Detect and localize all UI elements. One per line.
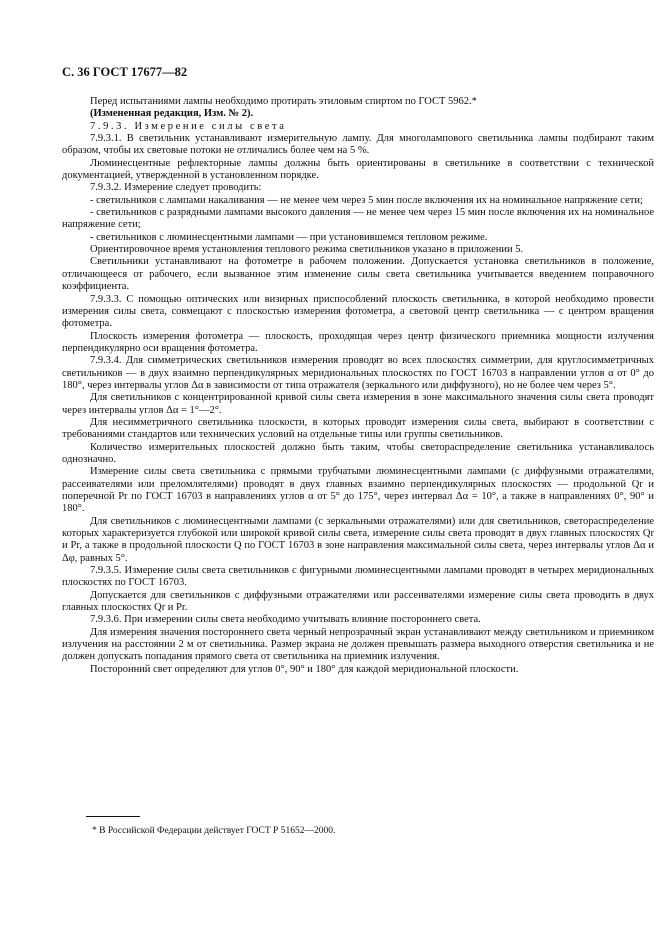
footnote-divider bbox=[86, 816, 140, 817]
footnote: * В Российской Федерации действует ГОСТ Р 51652—2000. bbox=[92, 826, 336, 836]
paragraph: Плоскость измерения фотометра — плоскость, проходящая через центр физического приемника мощности излучения перпендикулярно оси вращения фотометра. bbox=[62, 330, 654, 354]
revision-note: (Измененная редакция, Изм. № 2). bbox=[90, 108, 254, 120]
list-item: - светильников с люминесцентными лампами — при установившемся тепловом режиме. bbox=[90, 231, 488, 243]
paragraph: 7.9.3.2. Измерение следует проводить: bbox=[90, 182, 262, 194]
list-item: - светильников с разрядными лампами высокого давления — не менее чем через 15 мин после включения их на номинальное напряжение сети; bbox=[62, 207, 654, 231]
paragraph: 7.9.3.6. При измерении силы света необходимо учитывать влияние постороннего света. bbox=[90, 614, 481, 626]
paragraph: Для светильников с люминесцентными лампами (с зеркальными отражателями) или для светильников, светораспределение которых характеризуется глубокой или широкой кривой силы света, измерение силы света проводят в двух главных плоскостях Qr и Pr, а также в продольной плоскости Q по ГОСТ 16703 в зоне направления максимальной силы света, через интервалы углов Δα и Δφ, равных 5°. bbox=[62, 515, 654, 564]
list-item: - светильников с лампами накаливания — не менее чем через 5 мин после включения их на номинальное напряжение сети; bbox=[90, 194, 643, 206]
paragraph: Для светильников с концентрированной кривой силы света измерения в зоне максимального значения силы света проводят через интервалы углов Δα = 1°—2°. bbox=[62, 392, 654, 416]
section-heading: 7.9.3. Измерение силы света bbox=[90, 120, 287, 132]
paragraph: Посторонний свет определяют для углов 0°, 90° и 180° для каждой меридиональной плоскости. bbox=[90, 663, 519, 675]
paragraph: 7.9.3.5. Измерение силы света светильников с фигурными люминесцентными лампами проводят в четырех меридиональных плоскостях по ГОСТ 16703. bbox=[62, 565, 654, 589]
paragraph: Для несимметричного светильника плоскости, в которых проводят измерения силы света, выбирают в соответствии с требованиями стандартов или технических условий на отдельные типы или группы светильников. bbox=[62, 416, 654, 441]
paragraph: 7.9.3.1. В светильник устанавливают измерительную лампу. Для многолампового светильника лампы подбирают таким образом, чтобы их световые потоки не отличались более чем на 5 %. bbox=[62, 133, 654, 157]
paragraph: Допускается для светильников с диффузными отражателями или рассеивателями измерение силы света проводить в двух главных плоскостях Qr и Pr. bbox=[62, 589, 654, 614]
paragraph: Люминесцентные рефлекторные лампы должны быть ориентированы в светильнике в соответствии с технической документацией, утвержденной в установленном порядке. bbox=[62, 157, 654, 182]
paragraph: Светильники устанавливают на фотометре в рабочем положении. Допускается установка светильников в положение, отличающееся от рабочего, если вызванное этим изменение силы света светильника учитывается введением поправочного коэффициента. bbox=[62, 256, 654, 293]
paragraph: Количество измерительных плоскостей должно быть таким, чтобы светораспределение светильника устанавливалось однозначно. bbox=[62, 441, 654, 465]
paragraph: Ориентировочное время установления теплового режима светильников указано в приложении 5. bbox=[90, 244, 524, 256]
paragraph: 7.9.3.3. С помощью оптических или визирных приспособлений плоскость светильника, в которой необходимо провести измерения силы света, совмещают с плоскостью измерения фотометра, а световой центр светильника — с центром вращения фотометра. bbox=[62, 293, 654, 330]
page-header: С. 36 ГОСТ 17677—82 bbox=[62, 65, 188, 79]
paragraph: Измерение силы света светильника с прямыми трубчатыми люминесцентными лампами (с диффузными отражателями, рассеивателями или преломлятелями) проводят в двух главных взаимно перпендикулярных плоскостях — продольной Qr и поперечной Pr по ГОСТ 16703 в направлениях углов α от 5° до 175°, через интервал Δα = 10°, а также в направлениях 0°, 90° и 180°. bbox=[62, 466, 654, 515]
document-body bbox=[62, 96, 654, 676]
paragraph: Перед испытаниями лампы необходимо протирать этиловым спиртом по ГОСТ 5962.* bbox=[90, 96, 477, 107]
paragraph: 7.9.3.4. Для симметрических светильников измерения проводят во всех плоскостях симметрии, для круглосимметричных светильников — в двух взаимно перпендикулярных меридиональных плоскостях по ГОСТ 16703 в направлении углов α от 0° до 180°, через интервалы углов Δα в зависимости от типа отражателя (зеркального или диффузного), но не более чем через 5°. bbox=[62, 355, 654, 391]
paragraph: Для измерения значения постороннего света черный непрозрачный экран устанавливают между светильником и приемником излучения на расстоянии 2 м от светильника. Размер экрана не должен превышать размера выходного отверстия светильника и не должен допускать попадания прямого света от светильника на приемник излучения. bbox=[62, 626, 654, 663]
